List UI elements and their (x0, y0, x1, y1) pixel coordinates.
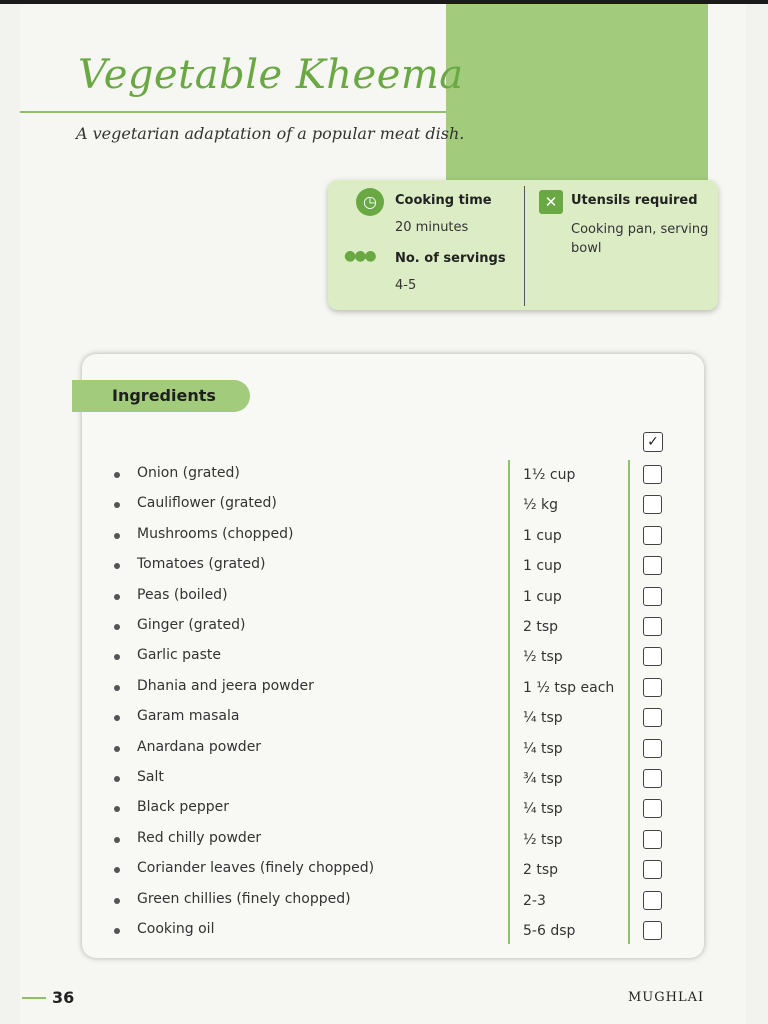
ingredient-checkbox[interactable] (643, 526, 662, 545)
ingredient-quantity: ½ kg (523, 497, 559, 514)
ingredient-row (0, 887, 768, 917)
page-number-dash (22, 997, 46, 999)
ingredient-checkbox[interactable] (643, 465, 662, 484)
utensils-icon: ✕ (539, 190, 563, 214)
green-accent-block (446, 4, 708, 192)
ingredient-row (0, 674, 768, 704)
ingredient-name: Dhania and jeera powder (137, 677, 314, 694)
recipe-subtitle: A vegetarian adaptation of a popular meat dish. (76, 124, 465, 143)
ingredient-quantity: 1 cup (523, 527, 562, 544)
ingredient-row (0, 704, 768, 734)
ingredient-quantity: 5-6 dsp (523, 923, 576, 939)
ingredient-checkbox[interactable] (643, 891, 662, 910)
ingredient-checkbox[interactable] (643, 678, 662, 697)
bullet-icon (114, 928, 120, 934)
ingredients-tab (72, 380, 250, 412)
ingredient-checkbox[interactable] (643, 495, 662, 514)
bullet-icon (114, 867, 120, 873)
section-name: MUGHLAI (628, 990, 705, 1005)
bullet-icon (114, 472, 120, 478)
ingredient-row (0, 917, 768, 947)
ingredient-name: Garam masala (137, 708, 240, 725)
ingredient-name: Cooking oil (137, 921, 215, 937)
ingredient-name: Ginger (grated) (137, 617, 246, 633)
ingredient-row (0, 856, 768, 886)
bullet-icon (114, 685, 120, 691)
bullet-icon (114, 806, 120, 812)
ingredient-row (0, 522, 768, 552)
page-number: 36 (52, 988, 75, 1007)
ingredient-quantity: ¼ tsp (523, 740, 563, 757)
bullet-icon (114, 776, 120, 782)
ingredient-checkbox[interactable] (643, 739, 662, 758)
recipe-title: Vegetable Kheema (78, 52, 464, 98)
ingredient-quantity: 2 tsp (523, 619, 559, 635)
ingredient-checkbox[interactable] (643, 647, 662, 666)
ingredient-checkbox[interactable] (643, 617, 662, 636)
bullet-icon (114, 715, 120, 721)
ingredient-quantity: ½ tsp (523, 831, 563, 848)
ingredient-name: Anardana powder (137, 738, 262, 755)
ingredient-quantity: ¼ tsp (523, 710, 563, 727)
bullet-icon (114, 898, 120, 904)
checkbox-icon[interactable]: ✓ (643, 432, 663, 452)
cooking-time-label: Cooking time (395, 193, 492, 208)
ingredient-checkbox[interactable] (643, 769, 662, 788)
ingredient-name: Coriander leaves (finely chopped) (137, 860, 375, 877)
ingredient-checkbox[interactable] (643, 830, 662, 849)
ingredient-name: Cauliflower (grated) (137, 495, 277, 512)
bullet-icon (114, 502, 120, 508)
ingredient-checkbox[interactable] (643, 587, 662, 606)
bullet-icon (114, 594, 120, 600)
ingredient-checkbox[interactable] (643, 708, 662, 727)
bullet-icon (114, 563, 120, 569)
servings-value: 4-5 (395, 278, 417, 293)
ingredient-quantity: ½ tsp (523, 649, 563, 666)
title-underline (20, 111, 446, 113)
ingredient-quantity: 1 cup (523, 588, 562, 605)
ingredient-quantity: ¾ tsp (523, 771, 563, 787)
ingredient-quantity: 2-3 (523, 892, 546, 909)
ingredient-quantity: ¼ tsp (523, 801, 563, 818)
ingredient-row (0, 735, 768, 765)
bullet-icon (114, 654, 120, 660)
ingredient-name: Red chilly powder (137, 829, 262, 846)
ingredient-name: Black pepper (137, 799, 229, 816)
bullet-icon (114, 746, 120, 752)
ingredient-quantity: 1 ½ tsp each (523, 679, 615, 696)
ingredient-name: Green chillies (finely chopped) (137, 890, 351, 907)
ingredient-row (0, 765, 768, 795)
utensils-value: Cooking pan, serving bowl (571, 222, 709, 256)
ingredient-quantity: 1 cup (523, 558, 562, 575)
utensils-label: Utensils required (571, 193, 698, 208)
ingredient-row (0, 613, 768, 643)
ingredient-row (0, 461, 768, 491)
people-icon: ●●● (344, 248, 375, 264)
ingredient-checkbox[interactable] (643, 799, 662, 818)
ingredient-row (0, 583, 768, 613)
ingredient-row (0, 826, 768, 856)
ingredient-row (0, 643, 768, 673)
ingredient-row (0, 491, 768, 521)
servings-label: No. of servings (395, 251, 506, 266)
ingredients-heading: Ingredients (112, 386, 216, 405)
ingredient-checkbox[interactable] (643, 556, 662, 575)
ingredient-name: Mushrooms (chopped) (137, 525, 294, 542)
ingredient-quantity: 2 tsp (523, 862, 559, 879)
ingredient-name: Garlic paste (137, 647, 221, 664)
bullet-icon (114, 624, 120, 630)
ingredient-row (0, 552, 768, 582)
bullet-icon (114, 533, 120, 539)
info-divider (524, 186, 525, 306)
ingredient-name: Salt (137, 769, 164, 785)
ingredient-row (0, 795, 768, 825)
ingredient-name: Onion (grated) (137, 465, 240, 481)
ingredient-name: Tomatoes (grated) (137, 556, 266, 573)
bullet-icon (114, 837, 120, 843)
ingredient-quantity: 1½ cup (523, 467, 576, 483)
info-box (328, 180, 718, 310)
ingredient-checkbox[interactable] (643, 860, 662, 879)
cooking-time-value: 20 minutes (395, 220, 469, 235)
clock-icon: ◷ (356, 188, 384, 216)
ingredient-checkbox[interactable] (643, 921, 662, 940)
ingredient-name: Peas (boiled) (137, 586, 228, 603)
